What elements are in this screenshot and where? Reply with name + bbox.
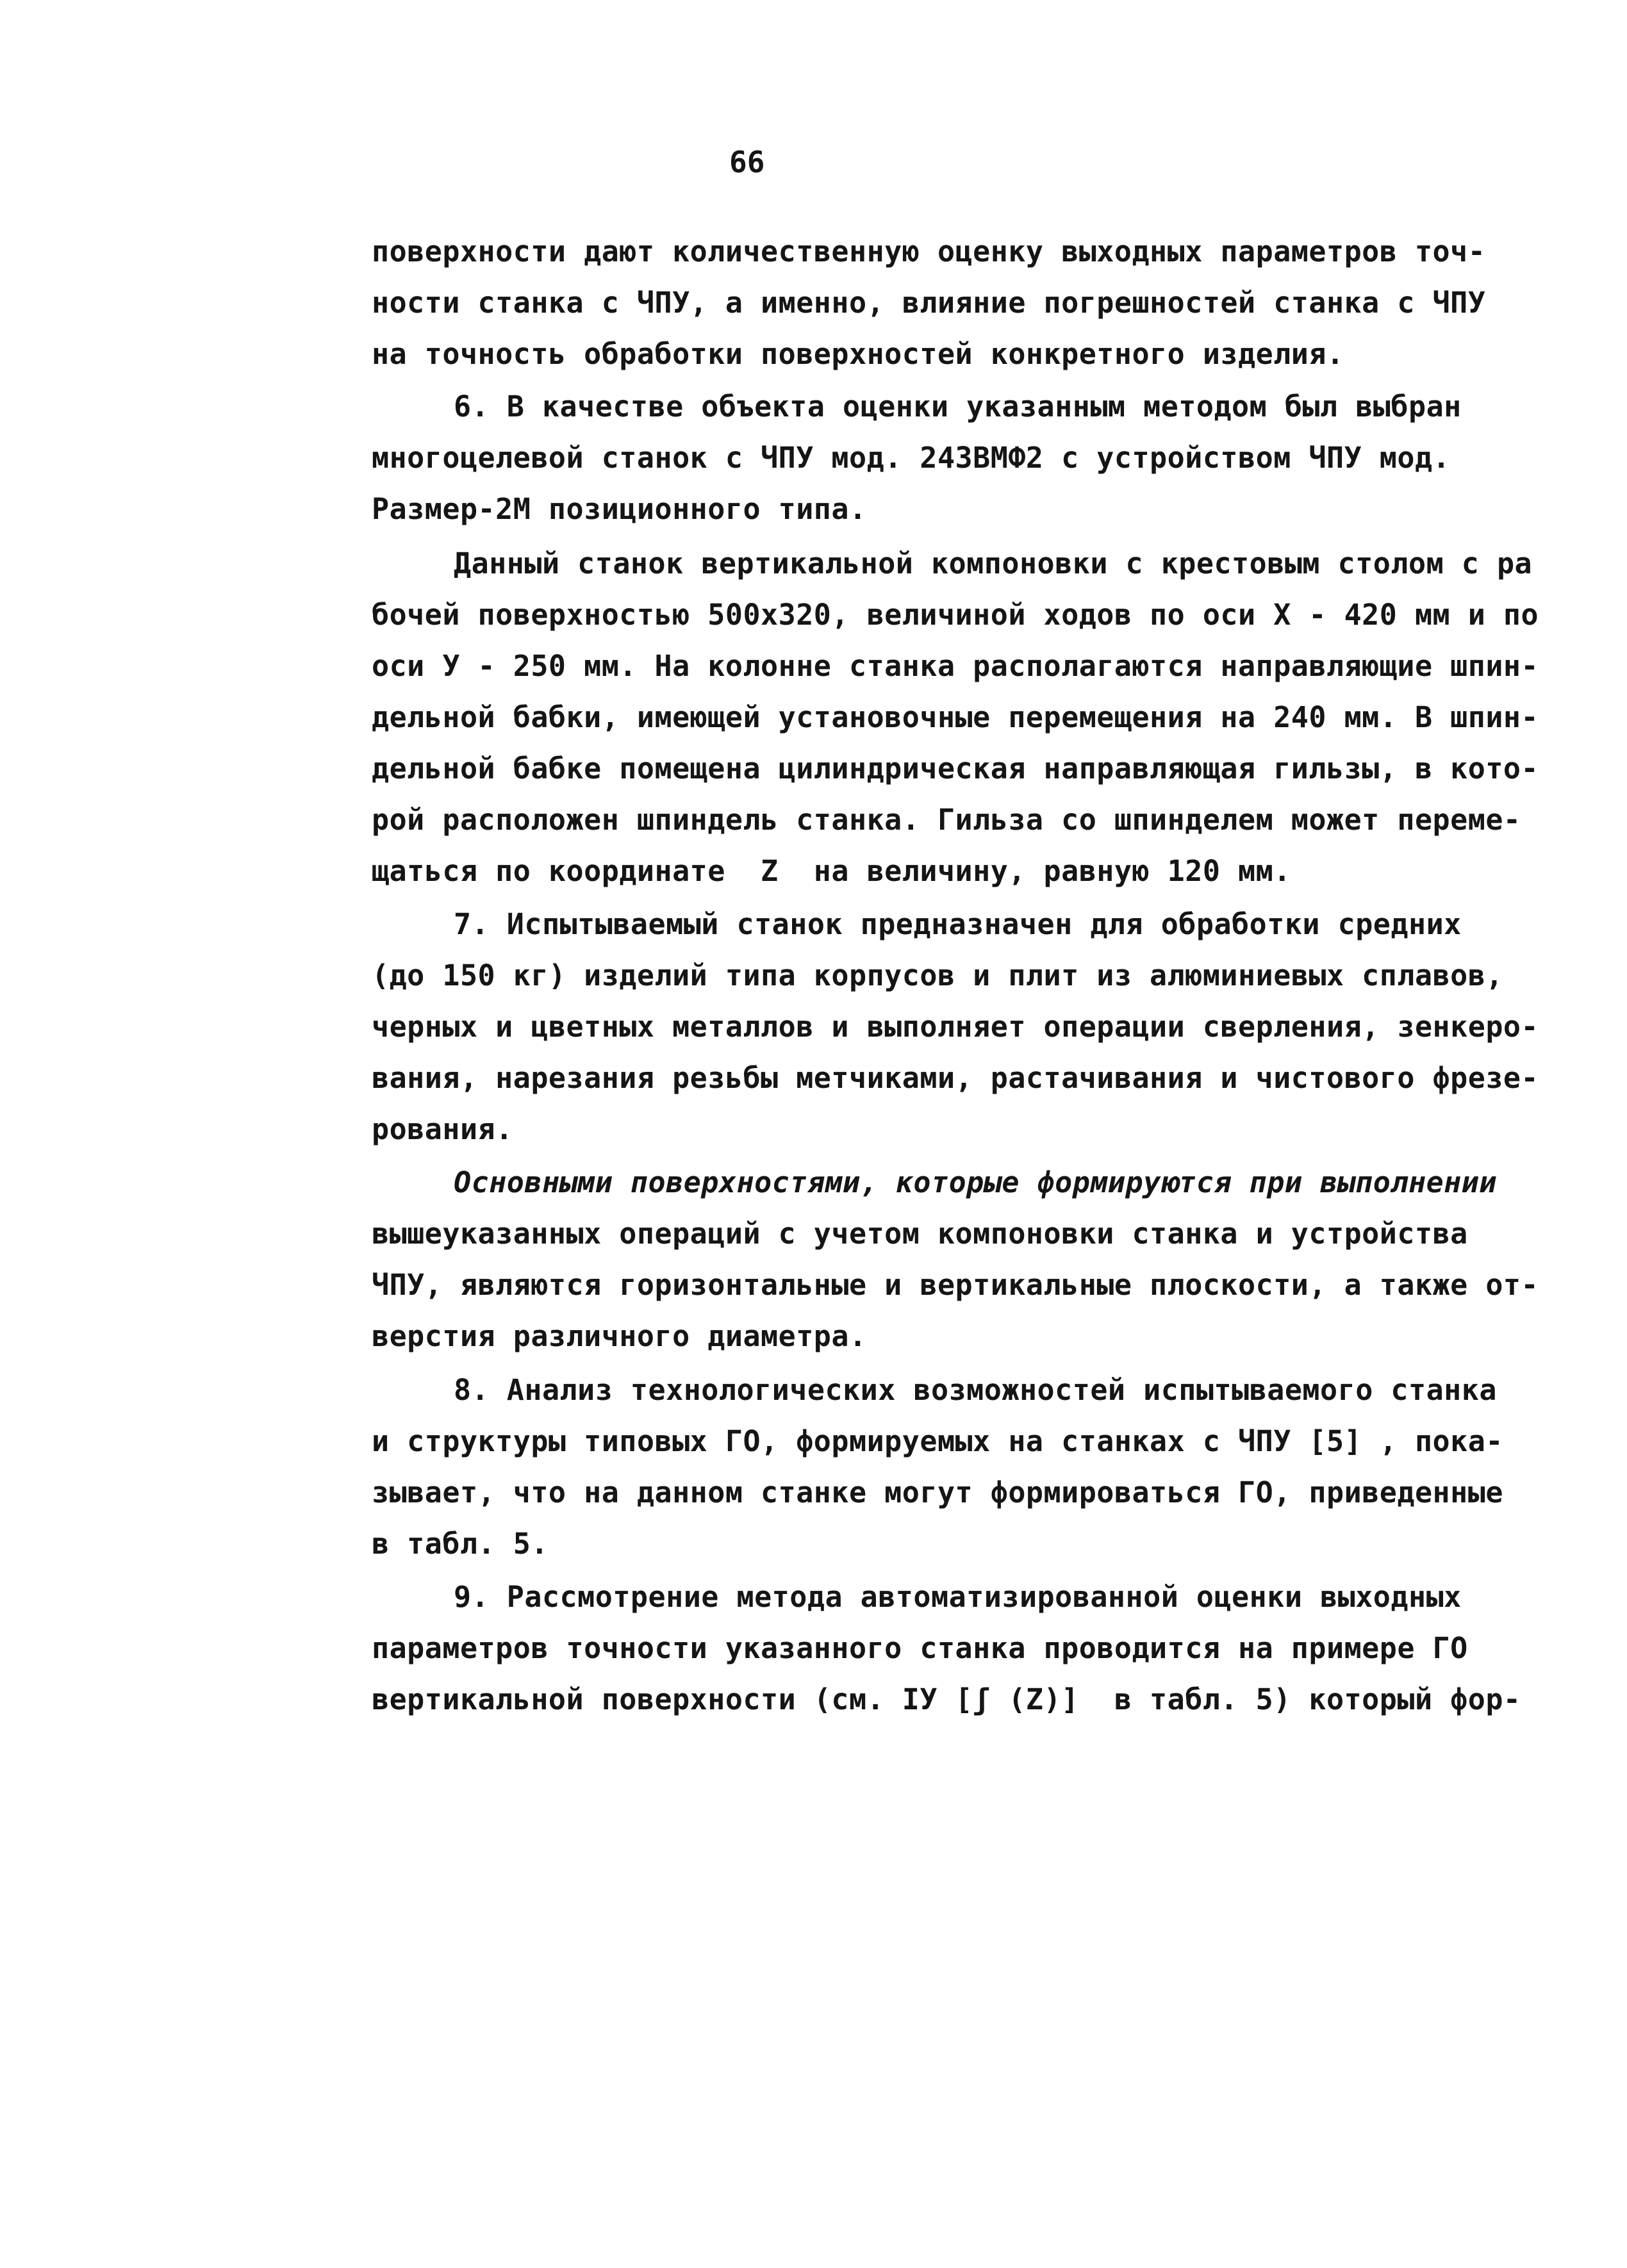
text-line: верстия различного диаметра. [372,1319,867,1353]
text-line: 9. Рассмотрение метода автоматизированной оценки выходных [454,1580,1462,1614]
text-line: 8. Анализ технологических возможностей испытываемого станка [454,1373,1497,1407]
text-line: Данный станок вертикальной компоновки с крестовым столом с ра [454,546,1533,580]
text-line: в табл. 5. [372,1527,549,1561]
text-line: ности станка с ЧПУ, а именно, влияние погрешностей станка с ЧПУ [372,286,1486,320]
text-line: и структуры типовых ГО, формируемых на станках с ЧПУ [5] , пока- [372,1424,1503,1458]
text-line: щаться по координате Z на величину, равную 120 мм. [372,854,1291,888]
text-line: дельной бабке помещена цилиндрическая направляющая гильзы, в кото- [372,752,1539,785]
text-line: вертикальной поверхности (см. IУ [ʃ (Z)] в табл. 5) который фор- [372,1682,1521,1716]
text-line: (до 150 кг) изделий типа корпусов и плит из алюминиевых сплавов, [372,958,1503,992]
text-line: ЧПУ, являются горизонтальные и вертикальные плоскости, а также от- [372,1268,1539,1302]
text-line: рования. [372,1112,513,1146]
text-line: на точность обработки поверхностей конкретного изделия. [372,337,1344,371]
text-line: бочей поверхностью 500x320, величиной ходов по оси X - 420 мм и по [372,598,1539,632]
text-line: оси У - 250 мм. На колонне станка располагаются направляющие шпин- [372,649,1539,683]
text-line: зывает, что на данном станке могут формироваться ГО, приведенные [372,1475,1503,1509]
text-line: Основными поверхностями, которые формируются при выполнении [454,1165,1497,1199]
text-line: 6. В качестве объекта оценки указанным методом был выбран [454,390,1462,423]
text-line: дельной бабки, имеющей установочные перемещения на 240 мм. В шпин- [372,700,1539,734]
text-line: рой расположен шпиндель станка. Гильза со шпинделем может переме- [372,803,1521,837]
text-line: вания, нарезания резьбы метчиками, растачивания и чистового фрезе- [372,1061,1539,1095]
text-line: черных и цветных металлов и выполняет операции сверления, зенкеро- [372,1010,1539,1044]
text-line: поверхности дают количественную оценку выходных параметров точ- [372,234,1486,268]
text-line: 7. Испытываемый станок предназначен для обработки средних [454,907,1462,941]
page-number: 66 [729,145,765,179]
text-line: параметров точности указанного станка проводится на примере ГО [372,1631,1468,1665]
text-line: вышеуказанных операций с учетом компоновки станка и устройства [372,1217,1468,1251]
text-line: Размер-2М позиционного типа. [372,492,867,526]
text-line: многоцелевой станок с ЧПУ мод. 243ВМФ2 с устройством ЧПУ мод. [372,441,1451,475]
